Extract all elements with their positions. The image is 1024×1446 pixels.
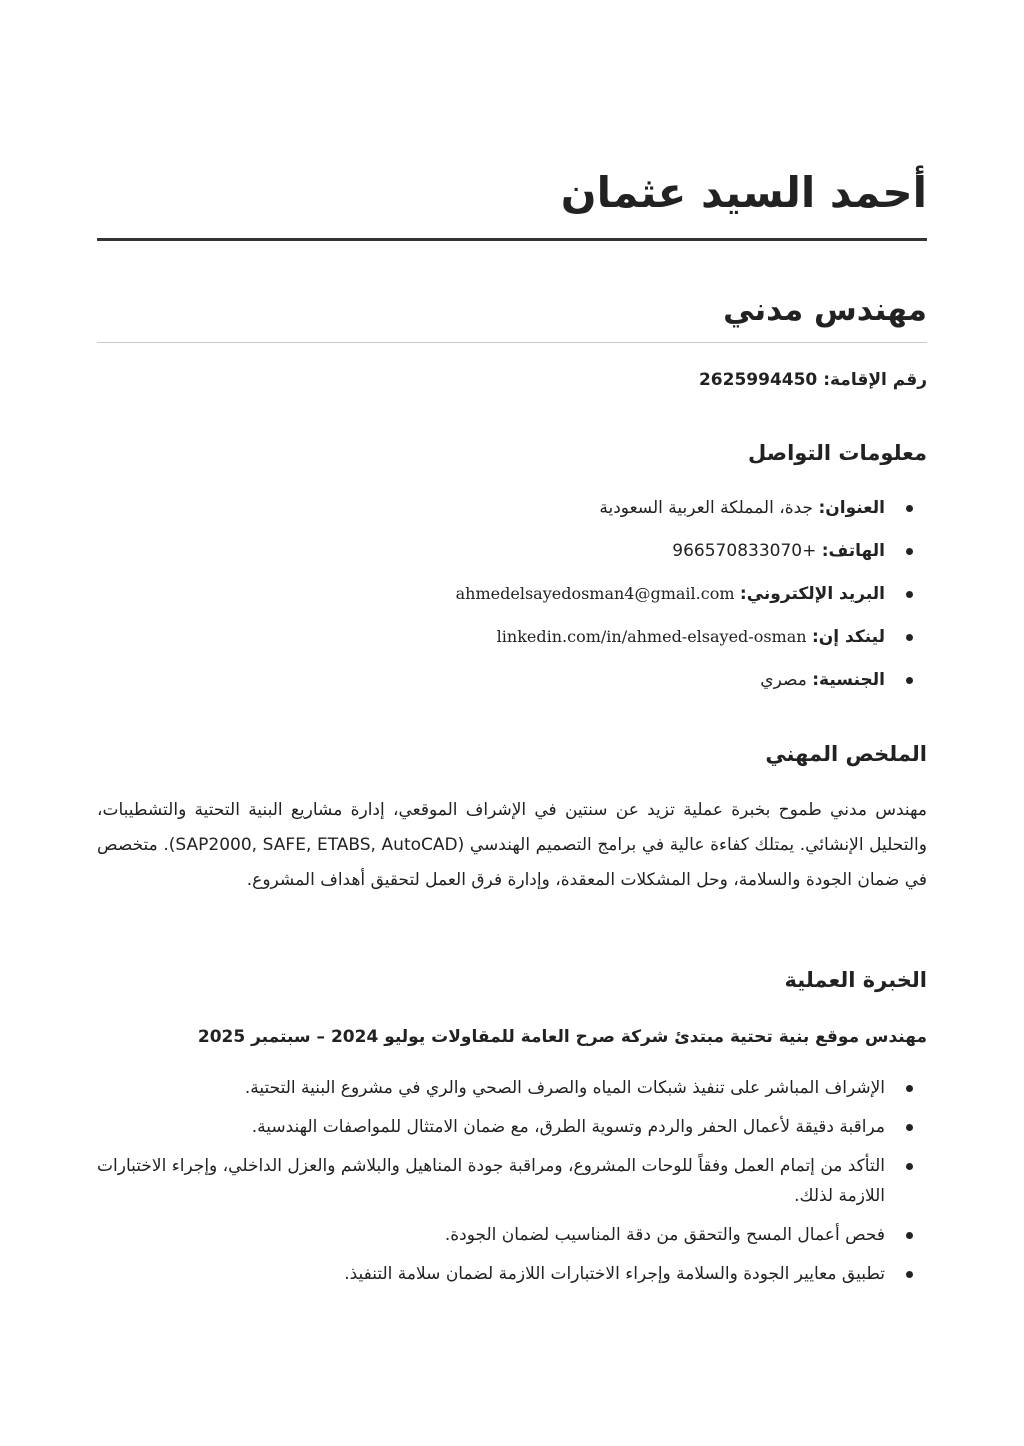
title-divider	[97, 342, 927, 343]
email-label: البريد الإلكتروني:	[739, 584, 885, 604]
nationality-label: الجنسية:	[812, 670, 885, 690]
experience-heading: الخبرة العملية	[784, 968, 927, 992]
candidate-name: أحمد السيد عثمان	[560, 168, 927, 217]
summary-text: مهندس مدني طموح بخبرة عملية تزيد عن سنتين في الإشراف الموقعي، إدارة مشاريع البنية التحتية والتشطيبات، والتحليل الإنشائي. يمتلك كفاءة عالية في برامج التصميم الهندسي (SAP2000, SAFE, ETABS, AutoCAD). متخصص في ضمان الجودة والسلامة، وحل المشكلات المعقدة، وإدارة فرق العمل لتحقيق أهداف المشروع.	[97, 800, 927, 890]
email-link[interactable]: ahmedelsayedosman4@gmail.com	[455, 584, 735, 603]
iqama-line	[699, 366, 927, 394]
iqama-value: 2625994450	[698, 370, 818, 390]
contact-email	[97, 579, 927, 622]
linkedin-label: لينكد إن:	[811, 627, 885, 647]
address-value: جدة، المملكة العربية السعودية	[599, 498, 814, 518]
phone-value: 966570833070+	[672, 541, 817, 561]
contact-address	[97, 493, 927, 536]
duty-item: تطبيق معايير الجودة والسلامة وإجراء الاختبارات اللازمة لضمان سلامة التنفيذ.	[97, 1259, 927, 1289]
contact-heading: معلومات التواصل	[748, 441, 927, 465]
duty-item: فحص أعمال المسح والتحقق من دقة المناسيب لضمان الجودة.	[97, 1220, 927, 1250]
experience-job-title: مهندس موقع بنية تحتية مبتدئ شركة صرح العامة للمقاولات يوليو 2024 – سبتمبر 2025	[197, 1027, 927, 1047]
phone-label: الهاتف:	[821, 541, 885, 561]
duty-item: التأكد من إتمام العمل وفقاً للوحات المشروع، ومراقبة جودة المناهيل والبلاشم والعزل الداخلي، وإجراء الاختبارات اللازمة لذلك.	[97, 1151, 927, 1211]
address-label: العنوان:	[818, 498, 885, 518]
summary-heading: الملخص المهني	[765, 742, 927, 766]
job-title-heading: مهندس مدني	[723, 292, 927, 328]
experience-duties-list	[97, 1073, 927, 1298]
name-divider	[97, 238, 927, 241]
duty-item: مراقبة دقيقة لأعمال الحفر والردم وتسوية الطرق، مع ضمان الامتثال للمواصفات الهندسية.	[97, 1112, 927, 1142]
iqama-label: رقم الإقامة:	[823, 370, 927, 390]
linkedin-link[interactable]: linkedin.com/in/ahmed-elsayed-osman	[496, 627, 807, 646]
contact-linkedin	[97, 622, 927, 665]
contact-nationality	[97, 665, 927, 708]
nationality-value: مصري	[760, 670, 807, 690]
contact-list	[97, 493, 927, 708]
contact-phone	[97, 536, 927, 579]
duty-item: الإشراف المباشر على تنفيذ شبكات المياه والصرف الصحي والري في مشروع البنية التحتية.	[97, 1073, 927, 1103]
